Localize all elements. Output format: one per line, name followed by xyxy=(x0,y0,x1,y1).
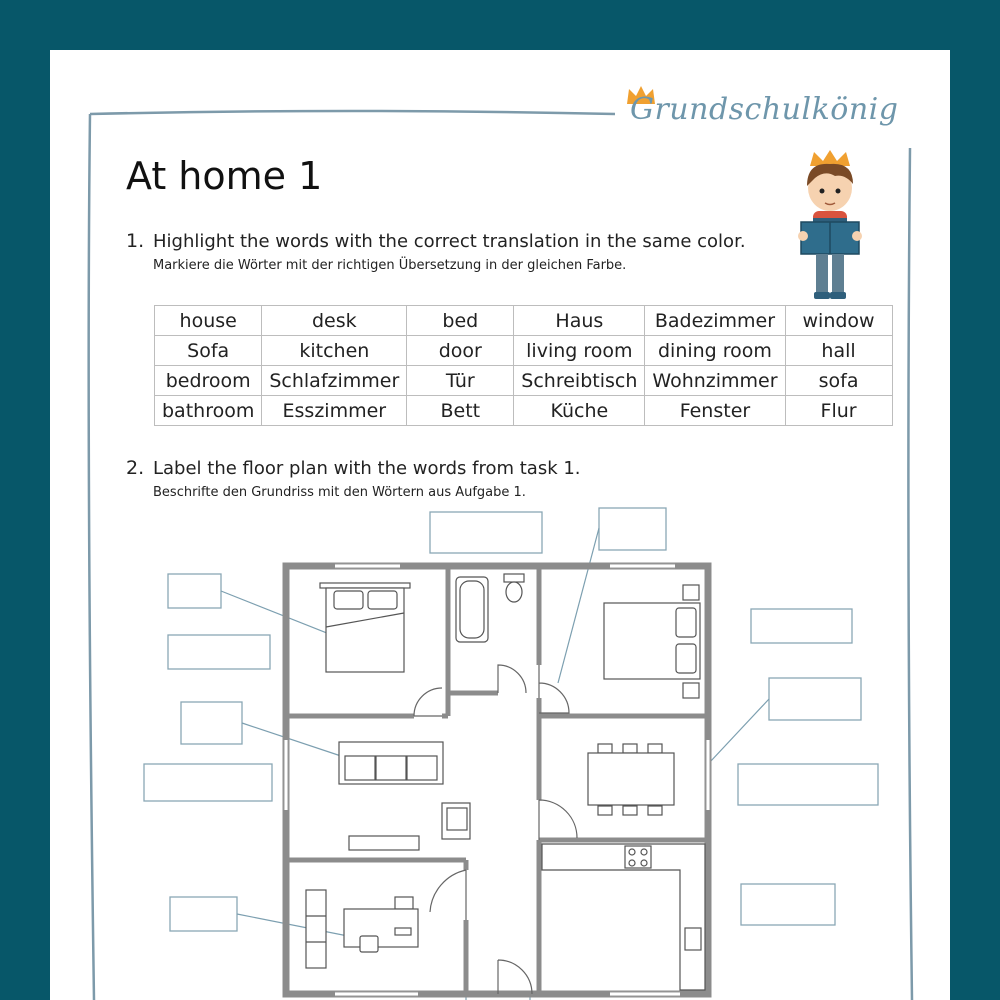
brand-logo: Grundschulkönig xyxy=(630,92,899,127)
word-cell[interactable]: house xyxy=(155,306,262,336)
task1-instruction-de: Markiere die Wörter mit der richtigen Übersetzung in der gleichen Farbe. xyxy=(153,258,627,273)
task2-number: 2. xyxy=(126,457,145,479)
floor-plan xyxy=(50,50,950,1000)
word-cell[interactable]: Küche xyxy=(514,396,645,426)
word-cell[interactable]: Wohnzimmer xyxy=(645,366,785,396)
word-cell[interactable]: Fenster xyxy=(645,396,785,426)
word-cell[interactable]: Sofa xyxy=(155,336,262,366)
word-cell[interactable]: window xyxy=(785,306,892,336)
task2-instruction-de: Beschrifte den Grundriss mit den Wörtern aus Aufgabe 1. xyxy=(153,485,526,500)
label-box[interactable] xyxy=(181,702,242,744)
task2-instruction: Label the floor plan with the words from task 1. xyxy=(153,458,581,479)
word-cell[interactable]: bedroom xyxy=(155,366,262,396)
word-cell[interactable]: Flur xyxy=(785,396,892,426)
worksheet-title: At home 1 xyxy=(126,154,323,198)
task1-instruction: Highlight the words with the correct translation in the same color. xyxy=(153,231,746,252)
word-cell[interactable]: dining room xyxy=(645,336,785,366)
word-cell[interactable]: Tür xyxy=(407,366,514,396)
label-box[interactable] xyxy=(168,574,221,608)
label-box[interactable] xyxy=(144,764,272,801)
word-cell[interactable]: living room xyxy=(514,336,645,366)
word-cell[interactable]: hall xyxy=(785,336,892,366)
label-box[interactable] xyxy=(430,512,542,553)
word-cell[interactable]: Bett xyxy=(407,396,514,426)
label-box[interactable] xyxy=(741,884,835,925)
word-cell[interactable]: kitchen xyxy=(262,336,407,366)
word-cell[interactable]: desk xyxy=(262,306,407,336)
label-box[interactable] xyxy=(769,678,861,720)
word-cell[interactable]: Schreibtisch xyxy=(514,366,645,396)
label-box[interactable] xyxy=(751,609,852,643)
word-cell[interactable]: door xyxy=(407,336,514,366)
label-box[interactable] xyxy=(738,764,878,805)
label-box[interactable] xyxy=(599,508,666,550)
word-cell[interactable]: Haus xyxy=(514,306,645,336)
word-cell[interactable]: Badezimmer xyxy=(645,306,785,336)
label-box[interactable] xyxy=(170,897,237,931)
word-cell[interactable]: Schlafzimmer xyxy=(262,366,407,396)
label-box[interactable] xyxy=(168,635,270,669)
word-cell[interactable]: sofa xyxy=(785,366,892,396)
worksheet-page xyxy=(50,50,950,1000)
task1-number: 1. xyxy=(126,230,145,252)
word-cell[interactable]: bathroom xyxy=(155,396,262,426)
word-cell[interactable]: bed xyxy=(407,306,514,336)
word-cell[interactable]: Esszimmer xyxy=(262,396,407,426)
